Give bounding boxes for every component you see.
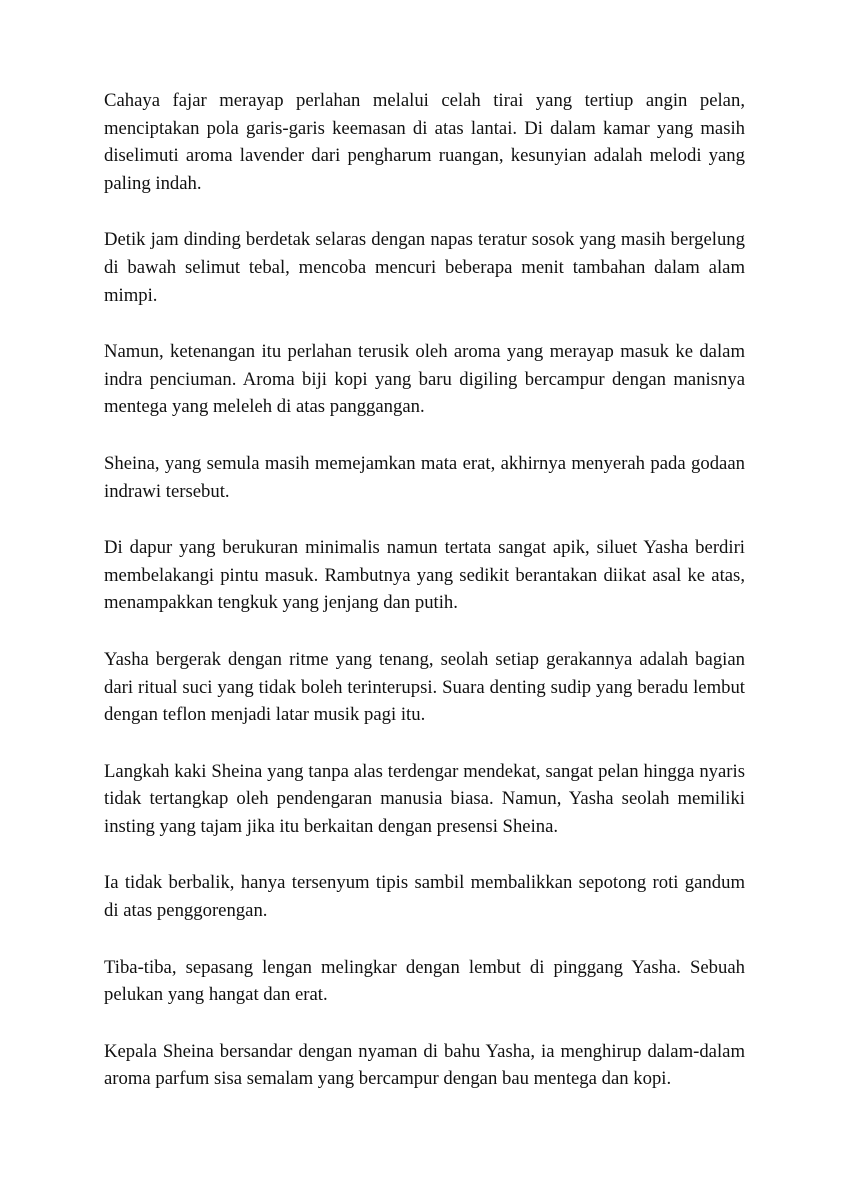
paragraph-10: Kepala Sheina bersandar dengan nyaman di bahu Yasha, ia menghirup dalam-dalam aroma parfum sisa semalam yang bercampur dengan bau mentega dan kopi.	[104, 1040, 745, 1090]
story-body	[104, 87, 745, 1093]
paragraph-5: Di dapur yang berukuran minimalis namun tertata sangat apik, siluet Yasha berdiri membelakangi pintu masuk. Rambutnya yang sedikit berantakan diikat asal ke atas, menampakkan tengkuk yang jenjang dan putih.	[104, 537, 745, 614]
paragraph-4: Sheina, yang semula masih memejamkan mata erat, akhirnya menyerah pada godaan indrawi tersebut.	[104, 452, 745, 502]
paragraph-1: Cahaya fajar merayap perlahan melalui celah tirai yang tertiup angin pelan, menciptakan pola garis-garis keemasan di atas lantai. Di dalam kamar yang masih diselimuti aroma lavender dari pengharum ruangan, kesunyian adalah melodi yang paling indah.	[104, 90, 745, 194]
paragraph-2: Detik jam dinding berdetak selaras dengan napas teratur sosok yang masih bergelung di bawah selimut tebal, mencoba mencuri beberapa menit tambahan dalam alam mimpi.	[104, 229, 745, 306]
paragraph-6: Yasha bergerak dengan ritme yang tenang, seolah setiap gerakannya adalah bagian dari ritual suci yang tidak boleh terinterupsi. Suara denting sudip yang beradu lembut dengan teflon menjadi latar musik pagi itu.	[104, 648, 745, 726]
paragraph-7: Langkah kaki Sheina yang tanpa alas terdengar mendekat, sangat pelan hingga nyaris tidak tertangkap oleh pendengaran manusia biasa. Namun, Yasha seolah memiliki insting yang tajam jika itu berkaitan dengan presensi Sheina.	[104, 760, 745, 837]
paragraph-3: Namun, ketenangan itu perlahan terusik oleh aroma yang merayap masuk ke dalam indra penciuman. Aroma biji kopi yang baru digiling bercampur dengan manisnya mentega yang meleleh di atas panggangan.	[104, 341, 745, 418]
paragraph-8: Ia tidak berbalik, hanya tersenyum tipis sambil membalikkan sepotong roti gandum di atas penggorengan.	[104, 872, 745, 922]
paragraph-9: Tiba-tiba, sepasang lengan melingkar dengan lembut di pinggang Yasha. Sebuah pelukan yang hangat dan erat.	[104, 956, 745, 1006]
